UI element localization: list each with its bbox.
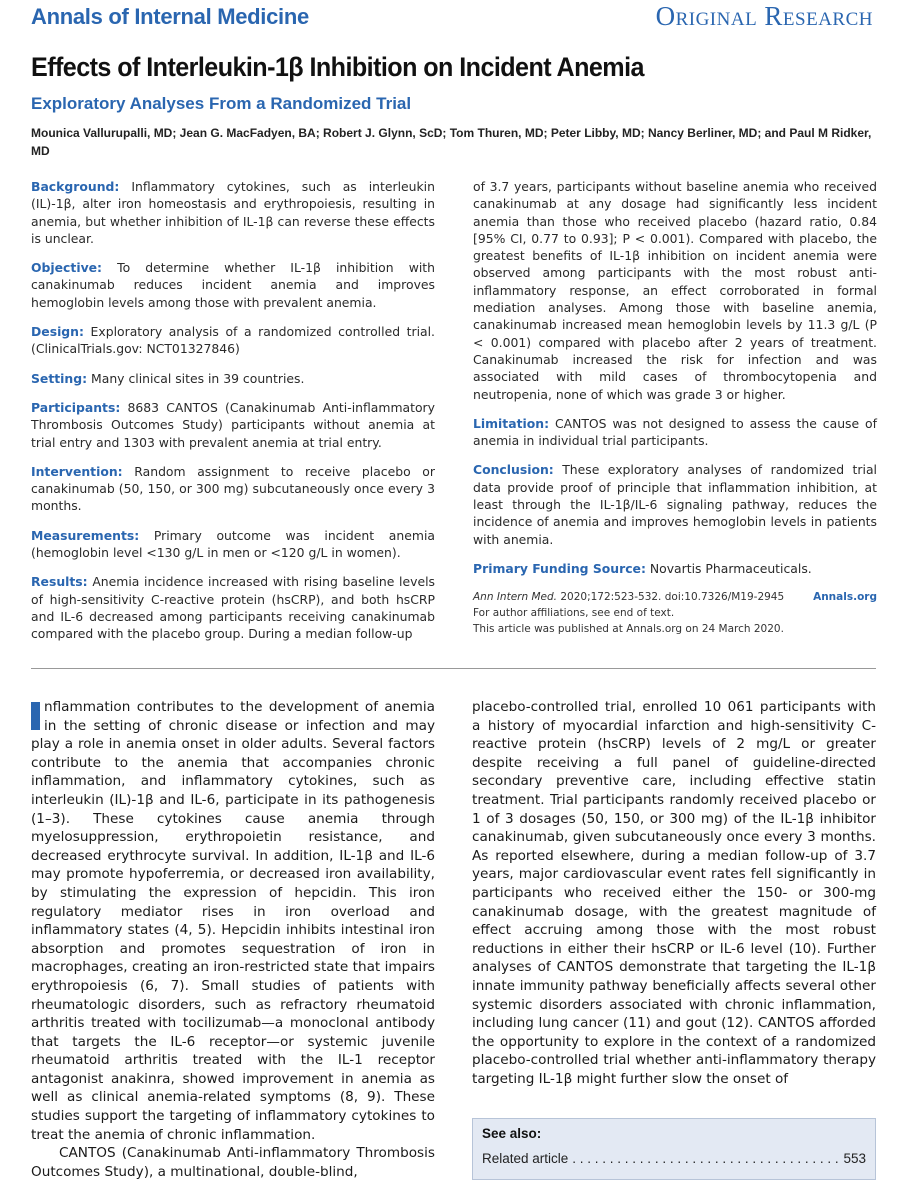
measurements-text: Primary outcome was incident anemia (hemoglobin level <130 g/L in men or <120 g/L in women).	[31, 527, 435, 561]
setting-label: Setting:	[31, 370, 88, 386]
abstract-results	[31, 573, 435, 642]
background-text: Inflammatory cytokines, such as interleukin (IL)-1β, alter iron homeostasis and erythropoiesis, resulting in anemia, but whether inhibition of IL-1β can reverse these effects is unclear.	[31, 179, 435, 246]
abstract-results-continued: of 3.7 years, participants without baseline anemia who received canakinumab at any dosage had significantly less incident anemia than those who received placebo (hazard ratio, 0.84 [95% CI, 0.77 to 0.93]; P < 0.001). Compared with placebo, the greatest benefits of IL-1β inhibition on incident anemia were observed among participants with the most robust anti-inflammatory response, an effect corroborated in formal mediation analyses. Among those with baseline anemia, canakinumab increased mean hemoglobin levels by 11.3 g/L (P < 0.001) compared with placebo after 2 years of treatment. Canakinumab increased the risk for infection and was associated with mild cases of thrombocytopenia and neutropenia, none of which was grade 3 or higher.	[473, 179, 877, 402]
results-label: Results:	[31, 574, 88, 590]
design-text: Exploratory analysis of a randomized controlled trial. (ClinicalTrials.gov: NCT01327846)	[31, 324, 435, 357]
conclusion-text: These exploratory analyses of randomized trial data provide proof of principle that inflammation inhibition, at least through the IL-1β/IL-6 signaling pathway, reduces the incidence of anemia and improves hemoglobin levels in patients with anemia.	[473, 462, 877, 547]
abstract-background	[31, 178, 435, 247]
abstract-funding	[473, 560, 877, 577]
abstract-right-column	[473, 178, 877, 637]
intro-text: nflammation contributes to the development of anemia in the setting of chronic disease or infection and may play a role in anemia onset in older adults. Several factors contribute to the anemia that accompanies chronic inflammation, and inflammatory cytokines, such as interleukin (IL)-1β and IL-6, participate in its pathogenesis (1–3). These cytokines cause anemia through myelosuppression, erythropoietin resistance, and decreased erythrocyte survival. In addition, IL-1β and IL-6 may promote hypoferremia, or decreased iron availability, by stimulating the expression of hepcidin. This iron regulatory mediator rises in iron overload and inflammatory states (4, 5). Hepcidin inhibits intestinal iron absorption and promotes sequestration of iron in macrophages, creating an iron-restricted state that impairs erythropoiesis (6, 7). Small studies of patients with rheumatologic disorders, such as refractory rheumatoid arthritis treated with tocilizumab—a monoclonal antibody that targets the IL-6 receptor—or systemic juvenile rheumatoid arthritis treated with the IL-1 receptor antagonist anakinra, showed improvement in anemia as well as clinical anemia-related symptoms (8, 9). These studies support the targeting of inflammatory cytokines to treat the anemia of chronic inflammation.	[31, 699, 435, 1143]
affiliations-note: For author affiliations, see end of text.	[473, 607, 675, 620]
citation-block	[473, 589, 877, 637]
abstract-limitation	[473, 415, 877, 450]
citation-text	[473, 589, 784, 605]
results-text: Anemia incidence increased with rising baseline levels of high-sensitivity C-reactive protein (hsCRP), and both hsCRP and IL-6 decreased among participants receiving canakinumab compared with the placebo group. During a median follow-up	[31, 574, 435, 642]
related-article-page: 553	[843, 1151, 866, 1166]
abstract-measurements	[31, 527, 435, 562]
published-note: This article was published at Annals.org on 24 March 2020.	[473, 623, 784, 636]
abstract-design	[31, 323, 435, 358]
limitation-text: CANTOS was not designed to assess the cause of anemia in individual trial participants.	[473, 415, 877, 449]
citation-row	[473, 589, 877, 605]
abstract-intervention	[31, 463, 435, 515]
cantos-paragraph: CANTOS (Canakinumab Anti-inflammatory Thrombosis Outcomes Study), a multinational, double-blind,	[31, 1145, 435, 1180]
limitation-label: Limitation:	[473, 415, 550, 431]
design-label: Design:	[31, 324, 84, 340]
drop-cap-mark	[31, 702, 40, 730]
participants-label: Participants:	[31, 399, 121, 415]
abstract-setting	[31, 370, 435, 387]
leader-dots	[572, 1151, 839, 1166]
abstract-conclusion	[473, 461, 877, 547]
intro-paragraph	[31, 698, 435, 1144]
participants-text: 8683 CANTOS (Canakinumab Anti-inflammatory Thrombosis Outcomes Study) participants without anemia at trial entry and 1303 with prevalent anemia at trial entry.	[31, 399, 435, 450]
abstract-participants	[31, 399, 435, 451]
objective-text: To determine whether IL-1β inhibition with canakinumab reduces incident anemia and improves hemoglobin levels among those with prevalent anemia.	[31, 260, 435, 310]
abstract-objective	[31, 259, 435, 311]
funding-label: Primary Funding Source:	[473, 560, 646, 576]
see-also-heading: See also:	[482, 1126, 542, 1141]
body-left-column	[31, 698, 435, 1181]
see-also-box	[472, 1118, 876, 1180]
article-subtitle: Exploratory Analyses From a Randomized Trial	[31, 94, 412, 113]
journal-name: Annals of Internal Medicine	[31, 4, 309, 29]
conclusion-label: Conclusion:	[473, 462, 554, 478]
cantos-paragraph-continued: placebo-controlled trial, enrolled 10 061 participants with a history of myocardial infarction and high-sensitivity C-reactive protein (hsCRP) levels of 2 mg/L or greater despite receiving a full panel of guideline-directed secondary preventive care, including effective statin treatment. Trial participants randomly received placebo or 1 of 3 dosages (50, 150, or 300 mg) of the IL-1β inhibitor canakinumab, given subcutaneously once every 3 months. As reported elsewhere, during a median follow-up of 3.7 years, major cardiovascular event rates fell significantly in participants who received either the 150- or 300-mg canakinumab dosage, with the greatest magnitude of effect accruing among those with the most robust reductions in either their hsCRP or IL-6 level (10). Further analyses of CANTOS demonstrate that targeting the IL-1β innate immunity pathway beneficially affects several other systemic disorders associated with chronic inflammation, including lung cancer (11) and gout (12). CANTOS afforded the opportunity to explore in the context of a randomized placebo-controlled trial whether anti-inflammatory therapy targeting IL-1β might further slow the onset of	[472, 699, 876, 1087]
intervention-text: Random assignment to receive placebo or canakinumab (50, 150, or 300 mg) subcutaneously once every 3 months.	[31, 463, 435, 514]
background-label: Background:	[31, 179, 120, 194]
citation-journal: Ann Intern Med.	[473, 591, 557, 604]
objective-label: Objective:	[31, 260, 103, 276]
annals-site-link[interactable]: Annals.org	[813, 591, 877, 604]
related-article-link[interactable]	[482, 1151, 866, 1166]
body-right-column	[472, 698, 876, 1088]
abstract-left-column	[31, 178, 435, 655]
citation-ref: 2020;172:523-532. doi:10.7326/M19-2945	[560, 591, 785, 604]
section-label: Original Research	[655, 1, 873, 31]
section-divider	[31, 668, 876, 669]
intervention-label: Intervention:	[31, 463, 123, 479]
setting-text: Many clinical sites in 39 countries.	[91, 370, 305, 386]
funding-text: Novartis Pharmaceuticals.	[649, 560, 812, 576]
author-list: Mounica Vallurupalli, MD; Jean G. MacFadyen, BA; Robert J. Glynn, ScD; Tom Thuren, MD; Peter Libby, MD; Nancy Berliner, MD; and Paul M Ridker, MD	[31, 126, 872, 158]
measurements-label: Measurements:	[31, 527, 140, 543]
related-article-label: Related article	[482, 1151, 569, 1166]
article-title: Effects of Interleukin-1β Inhibition on Incident Anemia	[31, 52, 644, 82]
